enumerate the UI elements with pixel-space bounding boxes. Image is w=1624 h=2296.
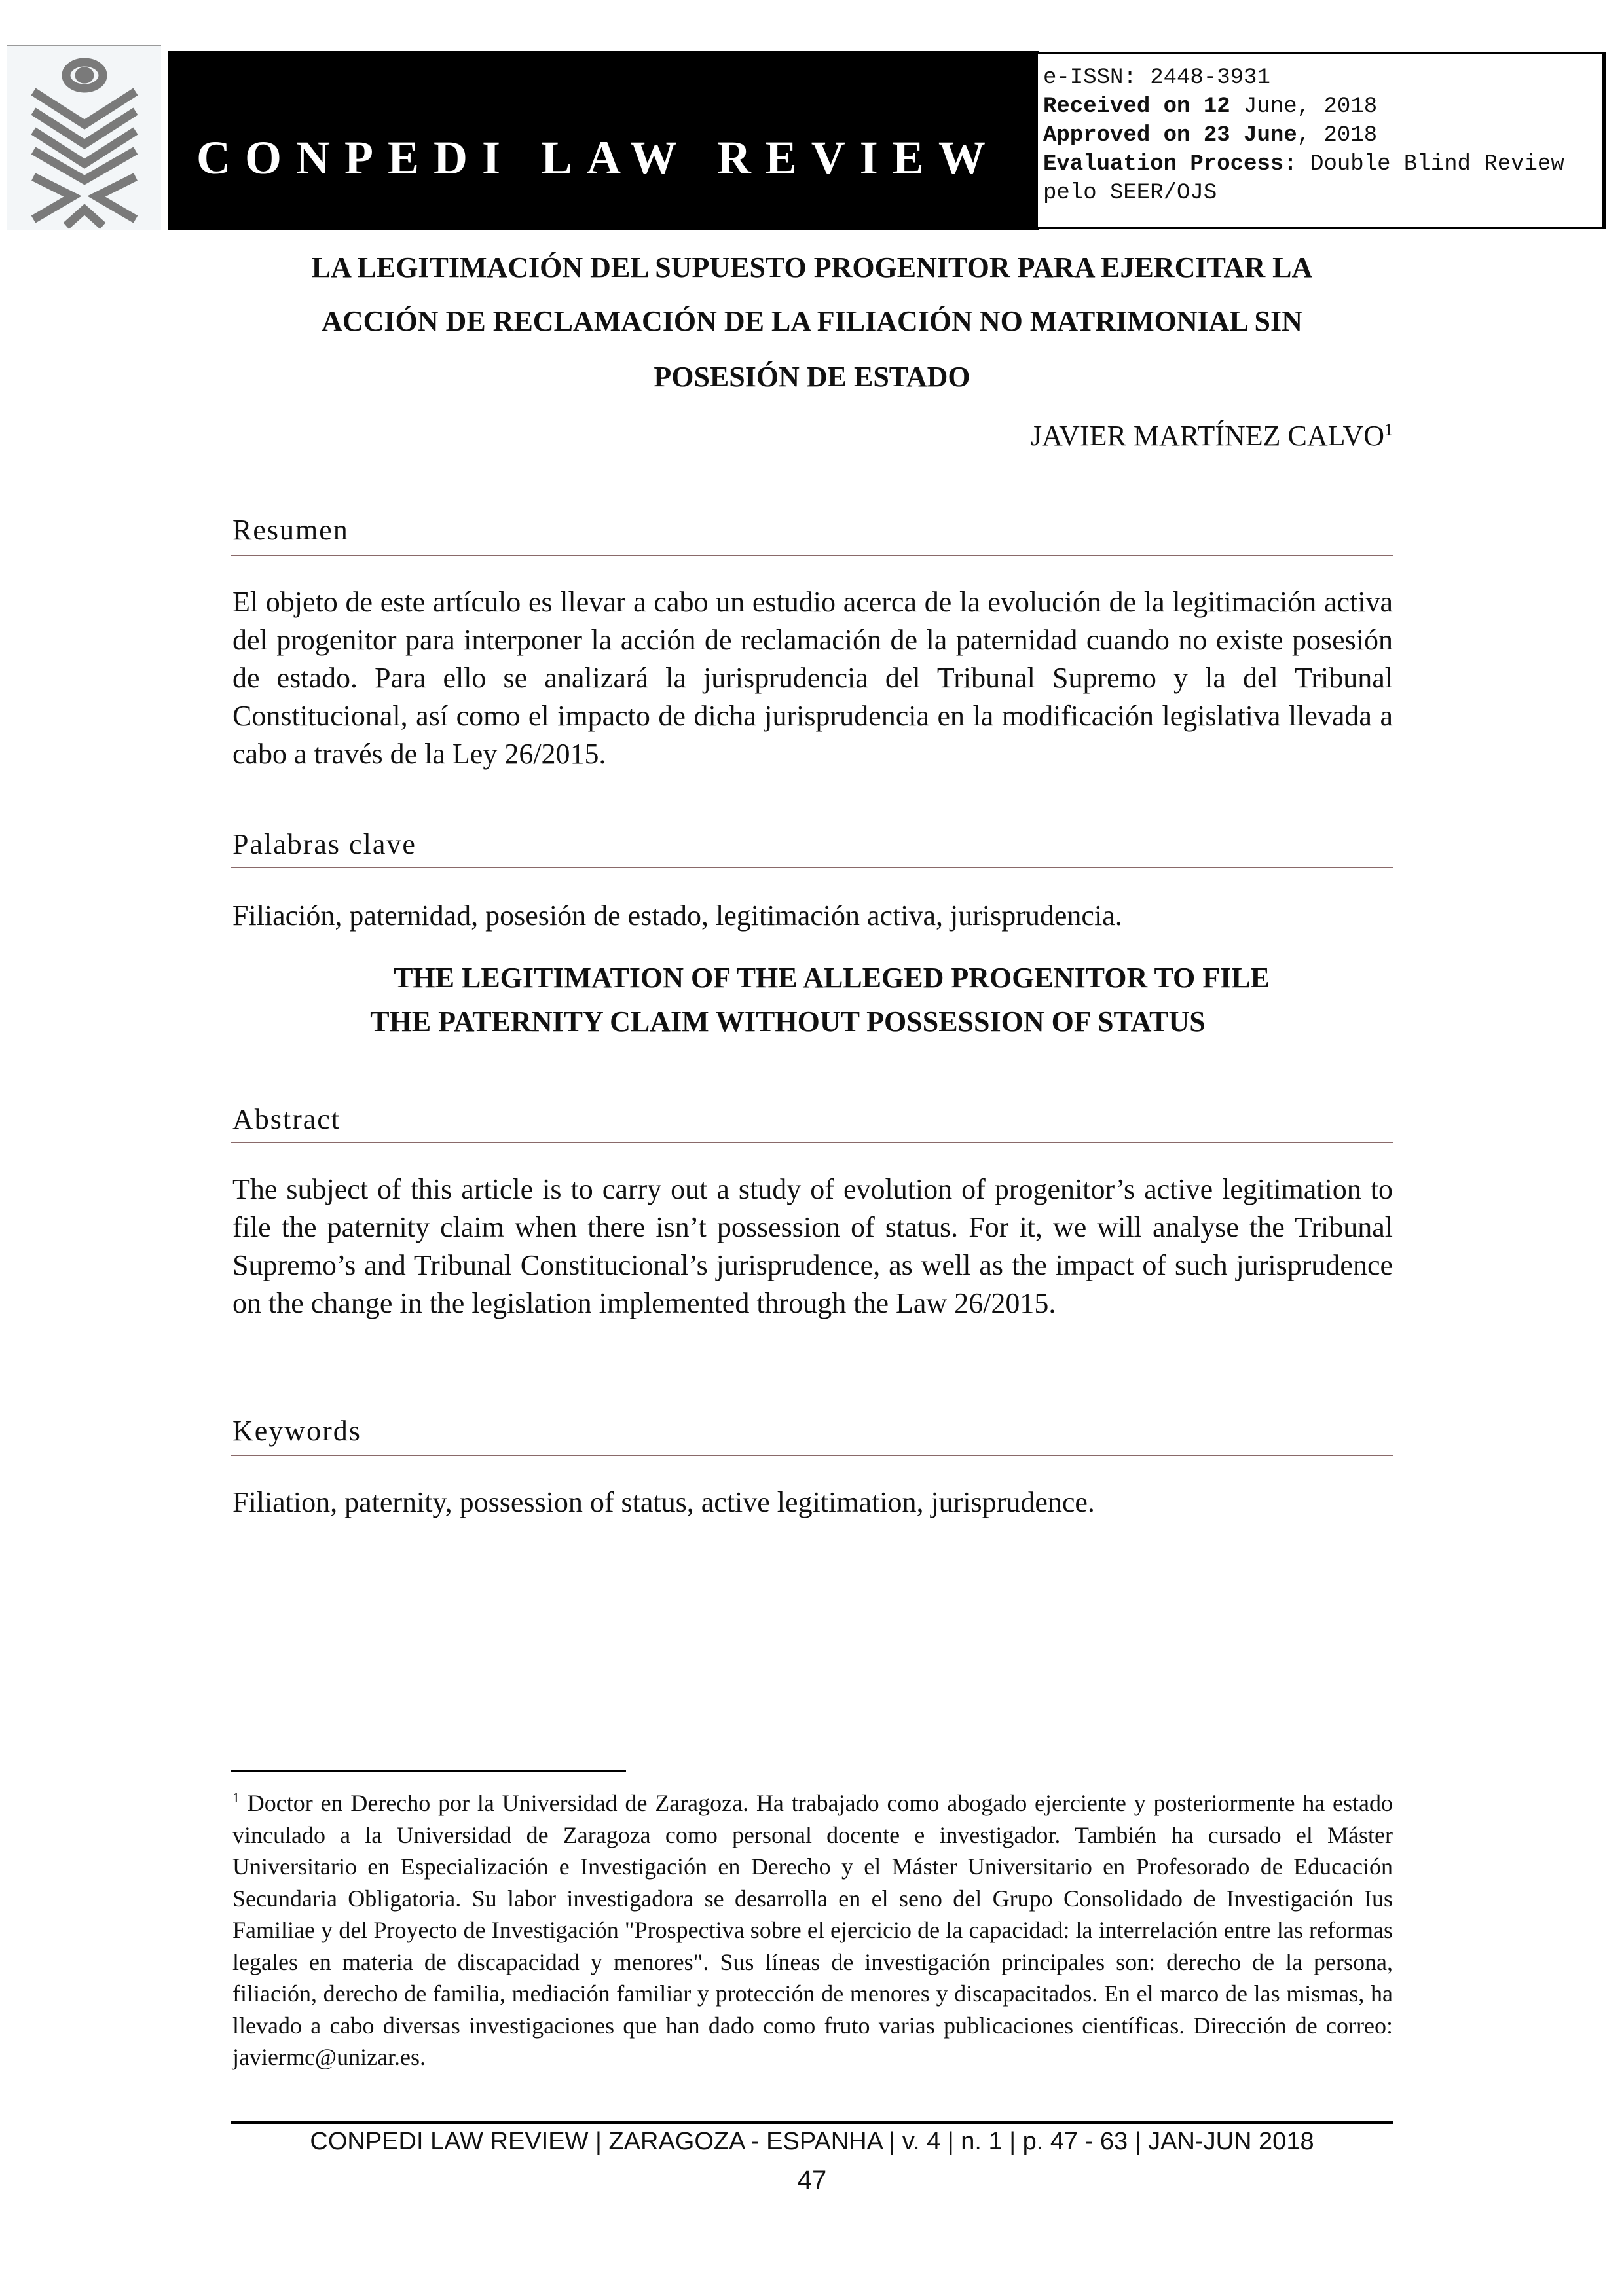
resumen-text: El objeto de este artículo es llevar a cabo un estudio acerca de la evolución de la legitimación activa del progenitor para interponer la acción de reclamación de la paternidad cuando no existe posesión de estado. Para ello se analizará la jurisprudencia del Tribunal Supremo y la del Tribunal Constitucional, así como el impacto de dicha jurisprudencia en la modificación legislativa llevada a cabo a través de la Ley 26/2015.: [232, 586, 1393, 770]
section-rule: [231, 555, 1393, 556]
title-es-line-2: ACCIÓN DE RECLAMACIÓN DE LA FILIACIÓN NO MATRIMONIAL SIN: [322, 305, 1302, 337]
abstract-text: The subject of this article is to carry out a study of evolution of progenitor’s active legitimation to file the paternity claim when there isn’t possession of status. For it, we will analyse the Tribunal Supremo’s and Tribunal Constitucional’s jurisprudence, as well as the impact of such jurisprudence on the change in the legislation implemented through the Law 26/2015.: [232, 1173, 1393, 1319]
palabras-clave-text: Filiación, paternidad, posesión de estado, legitimación activa, jurisprudencia.: [232, 900, 1122, 932]
footnote-rule: [231, 1770, 626, 1772]
keywords-text: Filiation, paternity, possession of status, active legitimation, jurisprudence.: [232, 1486, 1095, 1518]
title-es-line-1: LA LEGITIMACIÓN DEL SUPUESTO PROGENITOR PARA EJERCITAR LA: [311, 251, 1313, 283]
title-en-line-2: THE PATERNITY CLAIM WITHOUT POSSESSION OF STATUS: [370, 1006, 1206, 1038]
approved-date: Approved on 23 June, 2018: [1043, 123, 1378, 148]
title-es-line-3: POSESIÓN DE ESTADO: [654, 361, 970, 393]
issn: e-ISSN: 2448-3931: [1043, 65, 1270, 90]
journal-name: CONPEDI LAW REVIEW: [196, 132, 1000, 184]
section-rule: [231, 1455, 1393, 1456]
footnote: $^1$ Doctor en Derecho por la Universidad de Zaragoza. Ha trabajado como abogado ejerciente y posteriormente ha estado vinculado a la Universidad de Zaragoza como personal docente e investigador. También ha cursado el Máster Universitario en Especialización e Investigación en Derecho y el Máster Universitario en Profesorado de Educación Secundaria Obligatoria. Su labor investigadora se desarrolla en el seno del Grupo Consolidado de Investigación Ius Familiae y del Proyecto de Investigación "Prospectiva sobre el ejercicio de la capacidad: la interrelación entre las reformas legales en materia de discapacidad y menores". Sus líneas de investigación principales son: derecho de la persona, filiación, derecho de familia, mediación familiar y protección de menores y discapacitados. En el marco de las mismas, ha llevado a cabo diversas investigaciones que han dado como fruto varias publicaciones científicas. Dirección de correo: javiermc@unizar.es.: [232, 1789, 1393, 2070]
palabras-clave-heading: Palabras clave: [232, 828, 416, 860]
section-rule: [231, 1142, 1393, 1143]
received-date: Received on 12 June, 2018: [1043, 94, 1378, 119]
footnote-ref[interactable]: 1: [1384, 420, 1393, 439]
section-rule: [231, 867, 1393, 868]
journal-logo: [7, 46, 161, 230]
evaluation-process: Evaluation Process: Double Blind Review pelo SEER/OJS: [1043, 152, 1564, 206]
page-number: 47: [797, 2166, 827, 2195]
footer-citation: CONPEDI LAW REVIEW | ZARAGOZA - ESPANHA | v. 4 | n. 1 | p. 47 - 63 | JAN-JUN 2018: [310, 2128, 1314, 2155]
abstract-heading: Abstract: [232, 1103, 341, 1135]
chevron-emblem-icon: [7, 46, 161, 230]
title-en-line-1: THE LEGITIMATION OF THE ALLEGED PROGENITOR TO FILE: [394, 962, 1270, 994]
keywords-heading: Keywords: [232, 1415, 361, 1447]
author: JAVIER MARTÍNEZ CALVO$^1$: [1030, 420, 1393, 452]
publication-info-box: [1036, 52, 1606, 229]
footer-rule: [231, 2121, 1393, 2124]
resumen-heading: Resumen: [232, 514, 349, 546]
